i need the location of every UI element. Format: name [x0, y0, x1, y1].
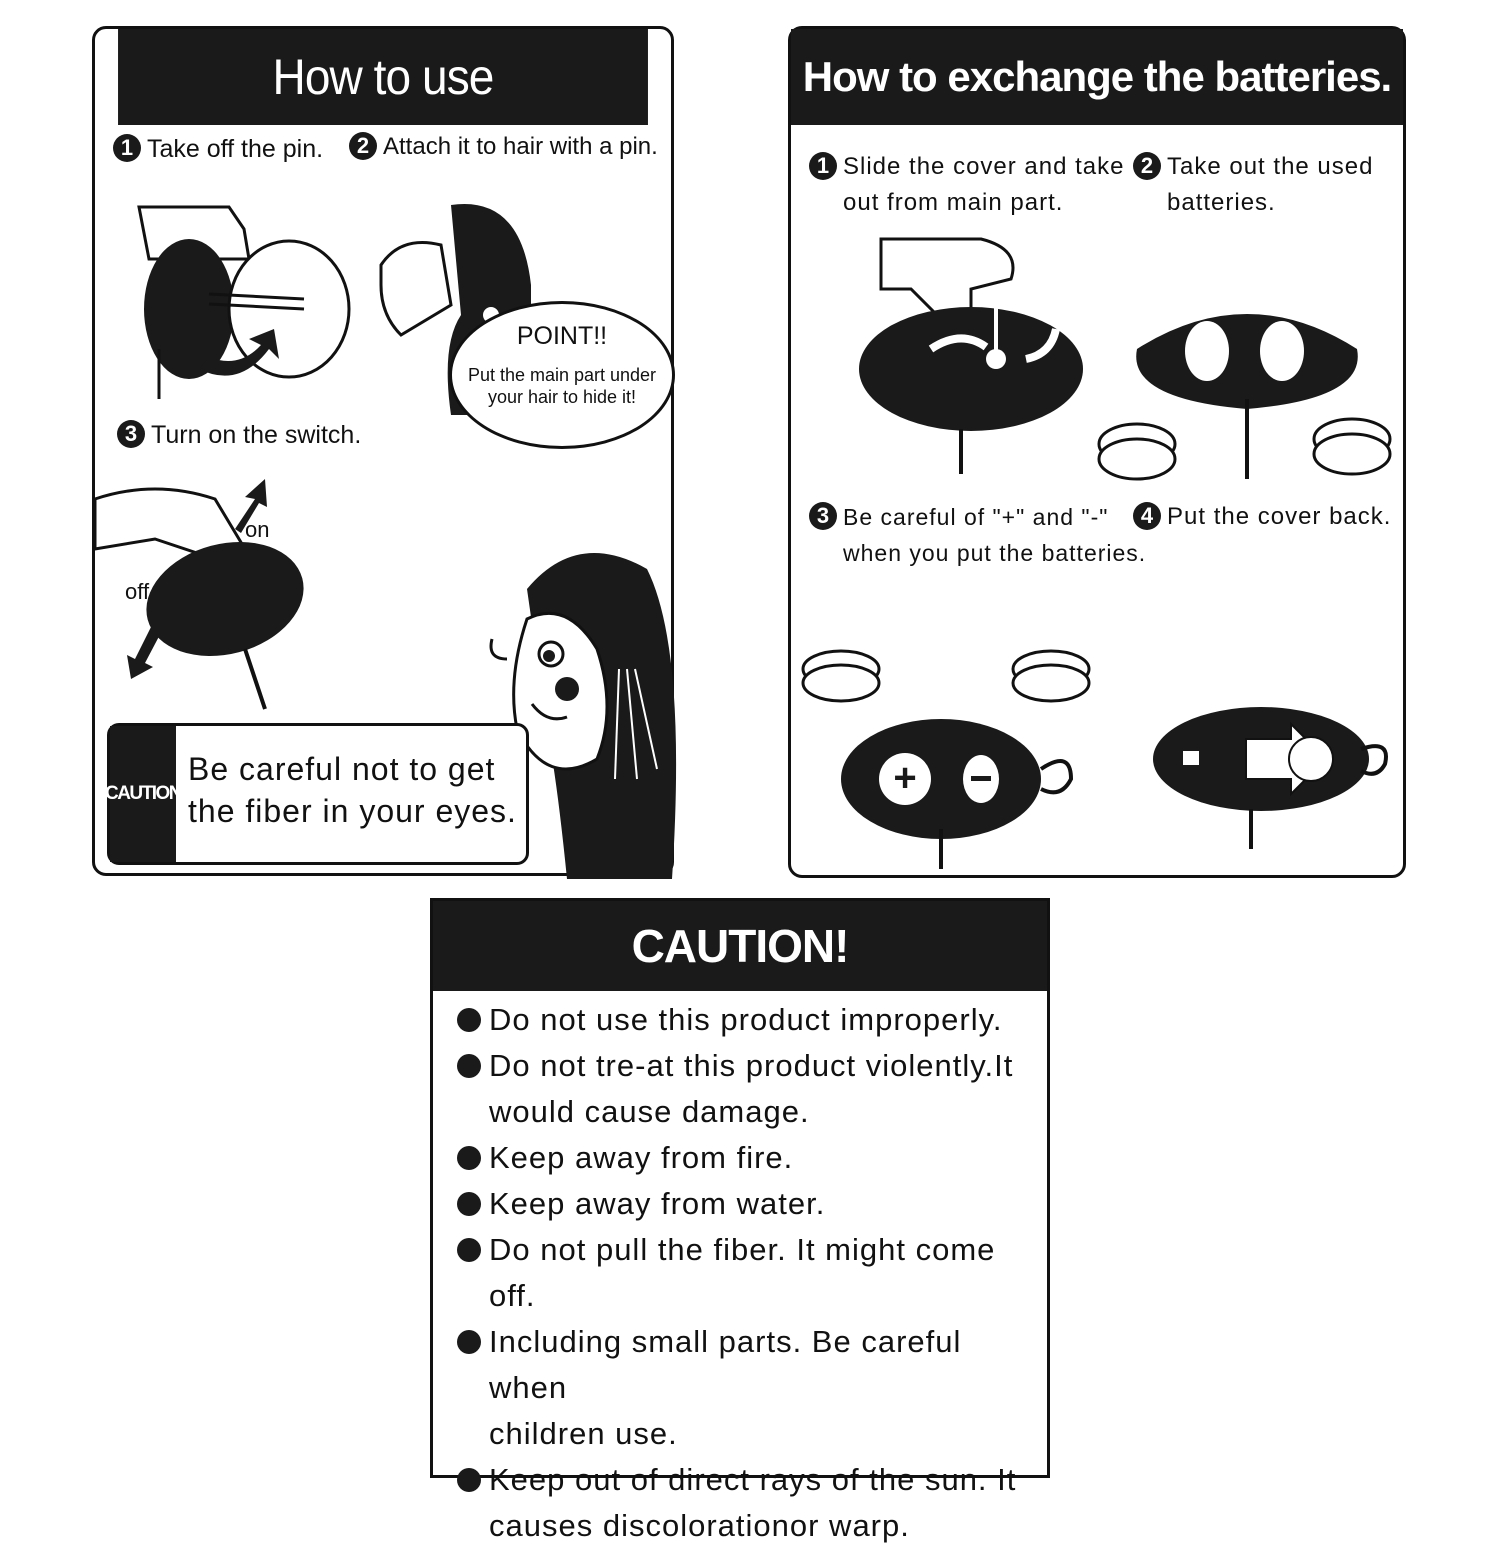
bullet-icon [457, 1192, 481, 1216]
remove-batteries-illustration [1097, 289, 1397, 489]
use-step-3-text: Turn on the switch. [151, 421, 362, 449]
batteries-title: How to exchange the batteries. [791, 29, 1403, 125]
list-item: Do not use this product improperly. [455, 997, 1033, 1043]
switch-on-label: on [245, 517, 270, 542]
use-step-2-text: Attach it to hair with a pin. [383, 133, 658, 160]
step-number-3: 3 [117, 420, 145, 448]
step-number-1: 1 [113, 134, 141, 162]
slide-cover-illustration [851, 229, 1091, 479]
point-title: POINT!! [516, 322, 608, 350]
point-bubble [449, 301, 675, 449]
use-step-3 [117, 417, 361, 453]
how-to-use-panel [92, 26, 674, 876]
point-text: Put the main part under your hair to hide it! [467, 365, 657, 407]
batt-step-3 [809, 499, 1146, 571]
caution-list [455, 997, 1033, 1549]
batt-step-1 [809, 149, 1125, 221]
insert-batteries-illustration [801, 639, 1091, 869]
bullet-icon [457, 1146, 481, 1170]
bullet-icon [457, 1008, 481, 1032]
list-item: Including small parts. Be careful when children use. [455, 1319, 1033, 1457]
use-step-1 [113, 131, 323, 167]
svg-text:+: + [893, 756, 917, 800]
step-number-4: 4 [1133, 502, 1161, 530]
batt-step-1-text: Slide the cover and take out from main part. [843, 153, 1125, 216]
bullet-icon [457, 1054, 481, 1078]
batt-step-4 [1133, 499, 1391, 535]
step-number-2: 2 [1133, 152, 1161, 180]
bullet-icon [457, 1330, 481, 1354]
step-number-2: 2 [349, 132, 377, 160]
use-step-1-text: Take off the pin. [147, 135, 324, 163]
caution-panel [430, 898, 1050, 1543]
caution-message: Be careful not to get the fiber in your eyes. [188, 751, 517, 829]
how-to-use-title: How to use [118, 29, 648, 125]
batt-step-4-text: Put the cover back. [1167, 503, 1392, 530]
list-item: Keep away from fire. [455, 1135, 1033, 1181]
batt-step-2 [1133, 149, 1373, 221]
bullet-icon [457, 1468, 481, 1492]
list-item: Keep away from water. [455, 1181, 1033, 1227]
batteries-panel [788, 26, 1406, 878]
switch-off-label: off [125, 579, 150, 604]
eye-caution-box [104, 723, 529, 865]
list-item: Keep out of direct rays of the sun. It causes discolorationor warp. [455, 1457, 1033, 1549]
batt-step-3-text: Be careful of "+" and "-" when you put the batteries. [843, 504, 1147, 566]
take-off-pin-illustration [139, 199, 329, 399]
caution-title: CAUTION! [433, 901, 1047, 991]
caution-tag: CAUTION [110, 726, 176, 862]
bullet-icon [457, 1238, 481, 1262]
list-item: Do not tre-at this product violently.It would cause damage. [455, 1043, 1033, 1135]
step-number-3: 3 [809, 502, 837, 530]
use-step-2 [349, 129, 658, 165]
batt-step-2-text: Take out the used batteries. [1167, 153, 1374, 216]
step-number-1: 1 [809, 152, 837, 180]
cover-back-illustration [1151, 679, 1391, 849]
list-item: Do not pull the fiber. It might come off. [455, 1227, 1033, 1319]
